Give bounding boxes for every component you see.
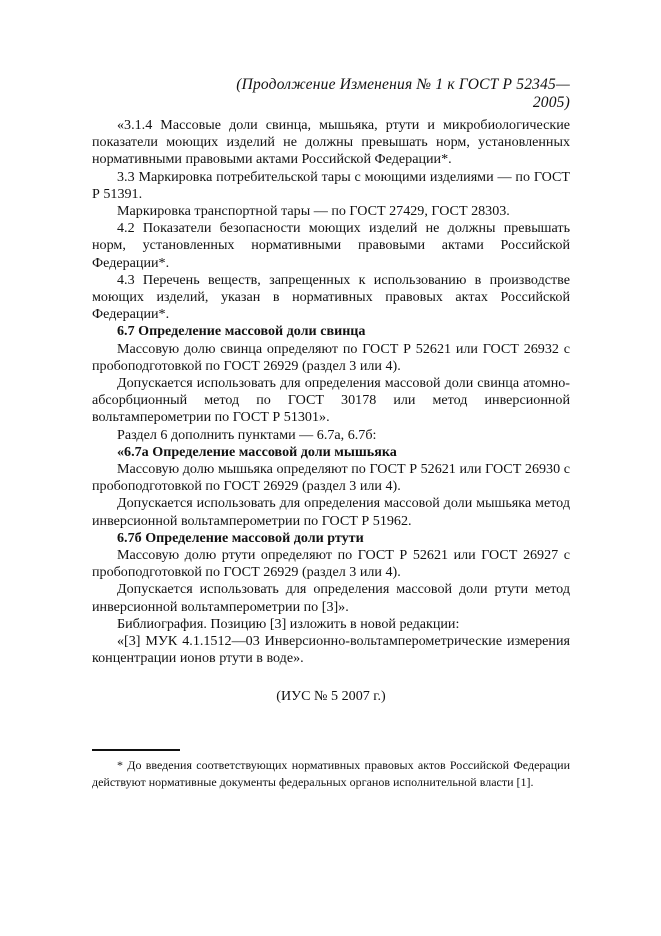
footnote-divider (92, 749, 180, 751)
body-text (92, 117, 570, 705)
paragraph-3-1-4: «3.1.4 Массовые доли свинца, мышьяка, ртути и микробиологические показатели моющих изделий не должны превышать норм, установленных нормативными правовыми актами Российской Федерации*. (92, 117, 570, 168)
paragraph-4-2: 4.2 Показатели безопасности моющих изделий не должны превышать норм, установленных нормативными правовыми актами Российской Федерации*. (92, 220, 570, 271)
footnote: * До введения соответствующих нормативных правовых актов Российской Федерации действуют нормативные документы федеральных органов исполнительной власти [1]. (92, 758, 570, 789)
paragraph-mercury-method: Массовую долю ртути определяют по ГОСТ Р 52621 или ГОСТ 26927 с пробоподготовкой по ГОСТ 26929 (раздел 3 или 4). (92, 547, 570, 581)
paragraph-section-6-addition: Раздел 6 дополнить пунктами — 6.7а, 6.7б: (117, 426, 377, 443)
paragraph-bibliography: Библиография. Позицию [3] изложить в новой редакции: (117, 615, 460, 632)
paragraph-mercury-alternative: Допускается использовать для определения массовой доли ртути метод инверсионной вольтамперометрии по [3]». (92, 581, 570, 615)
paragraph-arsenic-alternative: Допускается использовать для определения массовой доли мышьяка метод инверсионной вольтамперометрии по ГОСТ Р 51962. (92, 495, 570, 529)
paragraph-arsenic-method: Массовую долю мышьяка определяют по ГОСТ Р 52621 или ГОСТ 26930 с пробоподготовкой по ГОСТ 26929 (раздел 3 или 4). (92, 461, 570, 495)
section-heading-6-7: 6.7 Определение массовой доли свинца (117, 323, 366, 340)
section-heading-6-7b: 6.7б Определение массовой доли ртути (117, 529, 364, 546)
source-reference: (ИУС № 5 2007 г.) (276, 687, 386, 704)
paragraph-4-3: 4.3 Перечень веществ, запрещенных к использованию в производстве моющих изделий, указан в нормативных правовых актах Российской Федерации*. (92, 271, 570, 323)
paragraph-lead-method: Массовую долю свинца определяют по ГОСТ Р 52621 или ГОСТ 26932 с пробоподготовкой по ГОСТ 26929 (раздел 3 или 4). (92, 340, 570, 374)
paragraph-lead-alternative: Допускается использовать для определения массовой доли свинца атомно-абсорбционный метод по ГОСТ 30178 или метод инверсионной вольтамперометрии по ГОСТ Р 51301». (92, 375, 570, 426)
section-heading-6-7a: «6.7а Определение массовой доли мышьяка (117, 443, 397, 460)
paragraph-3-3: 3.3 Маркировка потребительской тары с моющими изделиями — по ГОСТ Р 51391. (92, 168, 570, 202)
paragraph-transport-marking: Маркировка транспортной тары — по ГОСТ 27429, ГОСТ 28303. (117, 203, 510, 220)
paragraph-bibliography-item-3: «[3] МУК 4.1.1512—03 Инверсионно-вольтамперометрические измерения концентрации ионов ртути в воде». (92, 633, 570, 667)
page-header: (Продолжение Изменения № 1 к ГОСТ Р 52345—2005) (236, 76, 570, 111)
